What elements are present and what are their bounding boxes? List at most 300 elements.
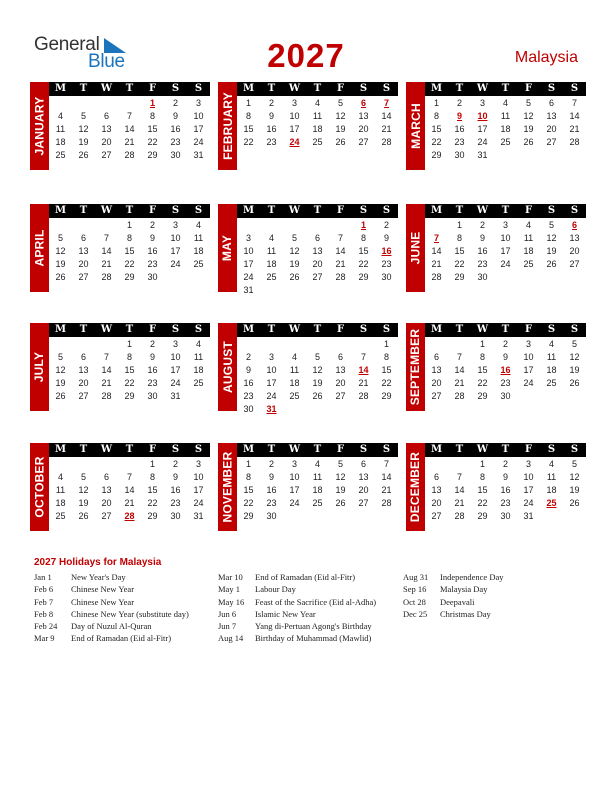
day-cell: 12 — [78, 485, 89, 495]
day-cell: 30 — [266, 511, 277, 521]
day-cell: 27 — [101, 511, 112, 521]
day-cell-empty — [260, 338, 283, 351]
day-cell: 25 — [193, 378, 204, 388]
day-cell: 20 — [335, 378, 346, 388]
day-cell: 7 — [360, 352, 366, 362]
day-cell: 25 — [523, 259, 534, 269]
day-cell-holiday: 1 — [360, 220, 366, 230]
day-cell: 14 — [454, 485, 465, 495]
day-cell: 8 — [456, 233, 462, 243]
day-cell: 5 — [80, 111, 86, 121]
holiday-date: Mar 9 — [34, 633, 55, 644]
day-cell: 9 — [268, 472, 274, 482]
weekday-label: S — [570, 324, 579, 335]
day-cell-empty — [95, 97, 118, 110]
day-cell: 16 — [266, 124, 277, 134]
day-cell: 20 — [431, 378, 442, 388]
day-cell: 19 — [55, 259, 66, 269]
day-cell: 27 — [335, 391, 346, 401]
day-cell-empty — [283, 219, 306, 232]
day-cell: 10 — [193, 472, 204, 482]
day-cell: 5 — [525, 98, 531, 108]
day-cell-empty — [49, 458, 72, 471]
day-cell: 21 — [569, 124, 580, 134]
day-cell: 15 — [454, 246, 465, 256]
day-cell: 8 — [149, 472, 155, 482]
holiday-item — [34, 608, 189, 620]
day-cell: 26 — [335, 498, 346, 508]
day-cell: 27 — [358, 137, 369, 147]
month-september — [406, 323, 586, 411]
day-cell: 16 — [170, 485, 181, 495]
day-cell: 20 — [546, 124, 557, 134]
country-name: Malaysia — [514, 49, 578, 66]
month-august — [218, 323, 398, 414]
day-cell: 26 — [78, 511, 89, 521]
day-cell: 14 — [431, 246, 442, 256]
day-cell: 31 — [170, 391, 181, 401]
day-cell: 23 — [266, 498, 277, 508]
weekday-label: M — [430, 205, 443, 216]
weekday-label: F — [524, 324, 533, 335]
day-cell: 20 — [431, 498, 442, 508]
day-cell: 24 — [289, 498, 300, 508]
day-cell: 11 — [193, 233, 204, 243]
day-cell: 25 — [500, 137, 511, 147]
weekday-label: S — [570, 205, 579, 216]
day-cell: 24 — [170, 259, 181, 269]
month-name-label: DECEMBER — [408, 451, 423, 523]
weekday-label: F — [524, 205, 533, 216]
day-cell: 20 — [358, 485, 369, 495]
weekday-label: S — [194, 205, 203, 216]
holiday-date: Mar 10 — [218, 572, 243, 582]
weekday-label: S — [547, 205, 556, 216]
weekday-label: S — [382, 83, 391, 94]
holiday-name: End of Ramadan (Eid al-Fitr) — [255, 572, 356, 582]
day-cell: 25 — [312, 137, 323, 147]
day-cell-empty — [306, 219, 329, 232]
day-cell: 20 — [312, 259, 323, 269]
day-cell: 27 — [78, 391, 89, 401]
day-cell: 7 — [337, 233, 343, 243]
month-name — [30, 204, 49, 292]
month-march — [406, 82, 586, 170]
day-cell: 4 — [314, 459, 320, 469]
day-cell: 21 — [358, 378, 369, 388]
day-cell: 20 — [101, 137, 112, 147]
day-cell: 29 — [358, 272, 369, 282]
day-cell: 27 — [546, 137, 557, 147]
day-cell: 6 — [433, 472, 439, 482]
day-cell: 12 — [312, 365, 323, 375]
day-cell: 18 — [193, 365, 204, 375]
day-cell: 28 — [569, 137, 580, 147]
day-cell: 2 — [383, 220, 389, 230]
day-cell: 28 — [381, 137, 392, 147]
day-cell: 17 — [500, 246, 511, 256]
day-cell: 5 — [337, 459, 343, 469]
day-cell: 25 — [312, 498, 323, 508]
weekday-label: W — [476, 83, 489, 94]
day-cell: 13 — [358, 111, 369, 121]
day-cell: 7 — [103, 233, 109, 243]
day-cell-empty — [72, 219, 95, 232]
day-cell: 14 — [101, 246, 112, 256]
day-cell: 26 — [78, 150, 89, 160]
weekday-label: W — [288, 444, 301, 455]
day-cell: 3 — [502, 220, 508, 230]
weekday-label: T — [501, 444, 510, 455]
weekday-label: S — [359, 205, 368, 216]
day-cell: 17 — [266, 378, 277, 388]
day-cell: 19 — [312, 378, 323, 388]
day-cell: 29 — [243, 511, 254, 521]
holiday-item — [34, 596, 189, 608]
day-cell: 16 — [243, 378, 254, 388]
month-april — [30, 204, 210, 292]
weekday-label: W — [100, 444, 113, 455]
day-cell: 28 — [358, 391, 369, 401]
day-cell: 11 — [500, 111, 511, 121]
day-cell: 15 — [243, 124, 254, 134]
month-name — [30, 323, 49, 411]
day-cell: 6 — [433, 352, 439, 362]
day-cell: 12 — [78, 124, 89, 134]
day-cell: 14 — [101, 365, 112, 375]
day-cell: 30 — [500, 391, 511, 401]
day-cell: 20 — [78, 259, 89, 269]
day-cell: 16 — [477, 246, 488, 256]
day-cell: 4 — [291, 352, 297, 362]
day-cell-empty — [329, 219, 352, 232]
day-cell: 15 — [124, 246, 135, 256]
day-cell: 15 — [147, 485, 158, 495]
weekday-label: T — [267, 324, 276, 335]
day-cell-empty — [425, 219, 448, 232]
weekday-header — [425, 82, 586, 96]
day-cell: 26 — [55, 391, 66, 401]
holiday-item — [218, 620, 376, 632]
day-cell: 24 — [266, 391, 277, 401]
weekday-label: T — [125, 83, 134, 94]
day-cell-empty — [448, 338, 471, 351]
day-cell: 14 — [381, 472, 392, 482]
day-cell: 27 — [431, 511, 442, 521]
day-cell-holiday: 1 — [149, 98, 155, 108]
weekday-label: T — [455, 205, 464, 216]
weekday-label: F — [148, 324, 157, 335]
day-cell: 7 — [571, 98, 577, 108]
holiday-date: Jan 1 — [34, 572, 52, 582]
day-cell: 16 — [147, 246, 158, 256]
day-cell-empty — [352, 338, 375, 351]
day-cell: 3 — [291, 459, 297, 469]
day-cell: 29 — [477, 391, 488, 401]
day-cell: 2 — [502, 459, 508, 469]
holiday-date: Dec 25 — [403, 608, 428, 619]
day-cell: 8 — [126, 233, 132, 243]
day-cell-empty — [283, 338, 306, 351]
day-cell: 19 — [569, 485, 580, 495]
day-cell: 22 — [124, 259, 135, 269]
day-cell-empty — [72, 458, 95, 471]
weekday-label: M — [242, 205, 255, 216]
day-cell: 2 — [502, 339, 508, 349]
day-cell: 22 — [381, 378, 392, 388]
day-cell: 27 — [569, 259, 580, 269]
day-cell: 2 — [245, 352, 251, 362]
day-grid — [49, 219, 210, 284]
day-cell: 17 — [193, 485, 204, 495]
day-cell: 19 — [335, 485, 346, 495]
day-cell: 3 — [479, 98, 485, 108]
day-cell: 2 — [149, 339, 155, 349]
day-cell: 14 — [454, 365, 465, 375]
holiday-item — [218, 571, 376, 583]
day-grid — [237, 458, 398, 523]
day-cell: 21 — [454, 378, 465, 388]
day-cell: 5 — [57, 233, 63, 243]
day-cell: 4 — [195, 339, 201, 349]
weekday-label: W — [288, 324, 301, 335]
day-cell: 9 — [502, 472, 508, 482]
day-cell: 2 — [268, 459, 274, 469]
day-cell: 8 — [149, 111, 155, 121]
day-cell: 30 — [170, 150, 181, 160]
day-cell: 11 — [523, 233, 534, 243]
day-cell: 30 — [243, 404, 254, 414]
day-cell: 6 — [103, 111, 109, 121]
weekday-label: T — [501, 205, 510, 216]
day-cell: 10 — [289, 472, 300, 482]
weekday-label: S — [547, 83, 556, 94]
month-name-label: FEBRUARY — [220, 92, 235, 160]
weekday-label: T — [79, 83, 88, 94]
day-cell: 3 — [172, 220, 178, 230]
day-cell: 23 — [454, 137, 465, 147]
holiday-date: Feb 7 — [34, 596, 54, 607]
day-cell: 25 — [289, 391, 300, 401]
day-cell: 18 — [312, 485, 323, 495]
day-cell: 9 — [149, 233, 155, 243]
day-cell: 28 — [101, 391, 112, 401]
day-cell: 15 — [477, 365, 488, 375]
day-cell: 5 — [571, 459, 577, 469]
month-january — [30, 82, 210, 170]
holiday-name: End of Ramadan (Eid al-Fitr) — [71, 633, 172, 644]
day-cell: 8 — [245, 472, 251, 482]
day-cell: 6 — [80, 352, 86, 362]
day-cell-empty — [118, 97, 141, 110]
holiday-item — [403, 596, 503, 608]
holiday-name: Yang di-Pertuan Agong's Birthday — [255, 621, 372, 632]
day-cell: 31 — [193, 511, 204, 521]
month-name-label: JANUARY — [32, 96, 47, 156]
weekday-label: M — [430, 83, 443, 94]
day-cell: 10 — [523, 352, 534, 362]
day-cell: 25 — [193, 259, 204, 269]
holidays-title: 2027 Holidays for Malaysia — [34, 557, 162, 568]
weekday-header — [49, 82, 210, 96]
day-cell: 15 — [243, 485, 254, 495]
weekday-label: M — [54, 83, 67, 94]
day-cell: 16 — [454, 124, 465, 134]
day-cell: 18 — [546, 365, 557, 375]
day-cell: 4 — [548, 339, 554, 349]
day-cell: 8 — [126, 352, 132, 362]
day-cell: 23 — [170, 137, 181, 147]
holiday-item — [403, 608, 503, 620]
weekday-label: T — [313, 205, 322, 216]
day-cell: 9 — [383, 233, 389, 243]
day-cell: 30 — [170, 511, 181, 521]
day-cell: 16 — [266, 485, 277, 495]
weekday-header — [425, 204, 586, 218]
day-cell: 23 — [500, 378, 511, 388]
holiday-name: Labour Day — [255, 584, 296, 595]
day-cell: 4 — [268, 233, 274, 243]
day-cell: 13 — [569, 233, 580, 243]
month-december — [406, 443, 586, 531]
weekday-label: M — [54, 444, 67, 455]
day-cell: 22 — [124, 378, 135, 388]
day-cell: 21 — [101, 259, 112, 269]
weekday-label: T — [501, 83, 510, 94]
day-cell: 22 — [147, 137, 158, 147]
day-cell-holiday: 9 — [456, 111, 462, 121]
day-cell: 16 — [147, 365, 158, 375]
day-cell: 6 — [548, 98, 554, 108]
month-february — [218, 82, 398, 170]
weekday-header — [425, 443, 586, 457]
holidays-column — [403, 571, 503, 620]
day-cell-empty — [72, 97, 95, 110]
day-cell: 11 — [546, 472, 557, 482]
day-cell-empty — [95, 219, 118, 232]
day-cell: 20 — [358, 124, 369, 134]
day-cell: 12 — [546, 233, 557, 243]
weekday-label: S — [382, 444, 391, 455]
day-cell: 9 — [479, 233, 485, 243]
month-name — [406, 443, 425, 531]
day-cell: 15 — [147, 124, 158, 134]
day-cell: 17 — [477, 124, 488, 134]
weekday-label: F — [148, 205, 157, 216]
day-cell: 3 — [291, 98, 297, 108]
day-cell: 2 — [172, 98, 178, 108]
weekday-label: S — [547, 324, 556, 335]
holiday-name: Deepavali — [440, 596, 475, 607]
day-cell: 8 — [479, 472, 485, 482]
holiday-name: Christmas Day — [440, 608, 491, 619]
holiday-name: Independence Day — [440, 572, 504, 582]
weekday-header — [237, 323, 398, 337]
weekday-label: T — [125, 444, 134, 455]
day-cell: 2 — [268, 98, 274, 108]
weekday-label: S — [171, 205, 180, 216]
day-cell: 15 — [431, 124, 442, 134]
day-cell: 12 — [55, 365, 66, 375]
day-cell: 6 — [103, 472, 109, 482]
day-cell: 12 — [569, 352, 580, 362]
day-cell-holiday: 24 — [289, 137, 300, 147]
holidays-column — [34, 571, 189, 645]
month-name-label: JUNE — [408, 231, 423, 265]
day-cell: 22 — [243, 498, 254, 508]
weekday-label: T — [79, 444, 88, 455]
day-cell-holiday: 31 — [266, 404, 277, 414]
day-cell: 22 — [477, 498, 488, 508]
day-cell: 23 — [266, 137, 277, 147]
day-cell: 11 — [312, 472, 323, 482]
day-cell: 10 — [170, 233, 181, 243]
month-name-label: AUGUST — [220, 341, 235, 393]
logo-text-blue: Blue — [88, 51, 125, 72]
day-cell: 11 — [312, 111, 323, 121]
day-cell-empty — [237, 219, 260, 232]
day-cell: 21 — [101, 378, 112, 388]
holiday-date: Feb 6 — [34, 584, 54, 595]
holiday-name: Islamic New Year — [255, 608, 316, 619]
weekday-label: W — [100, 205, 113, 216]
weekday-label: T — [313, 324, 322, 335]
holidays-column — [218, 571, 376, 645]
holiday-date: Feb 8 — [34, 608, 54, 619]
weekday-label: T — [267, 83, 276, 94]
day-cell: 23 — [147, 378, 158, 388]
weekday-label: S — [171, 444, 180, 455]
day-cell: 17 — [243, 259, 254, 269]
day-cell-holiday: 6 — [571, 220, 577, 230]
day-cell: 7 — [456, 352, 462, 362]
day-cell-holiday: 6 — [360, 98, 366, 108]
day-cell: 15 — [358, 246, 369, 256]
day-cell: 5 — [337, 98, 343, 108]
day-cell-empty — [72, 338, 95, 351]
day-cell: 18 — [55, 498, 66, 508]
day-cell: 2 — [456, 98, 462, 108]
day-cell: 10 — [289, 111, 300, 121]
day-cell: 20 — [569, 246, 580, 256]
day-cell: 8 — [479, 352, 485, 362]
day-cell: 9 — [245, 365, 251, 375]
day-cell: 19 — [78, 137, 89, 147]
day-cell: 20 — [78, 378, 89, 388]
day-cell: 7 — [126, 472, 132, 482]
weekday-label: T — [455, 324, 464, 335]
day-cell: 30 — [147, 391, 158, 401]
day-grid — [425, 97, 586, 162]
day-cell: 6 — [360, 459, 366, 469]
day-cell: 4 — [548, 459, 554, 469]
month-june — [406, 204, 586, 292]
weekday-label: W — [100, 83, 113, 94]
day-cell: 5 — [548, 220, 554, 230]
day-cell-empty — [118, 458, 141, 471]
holiday-item — [218, 596, 376, 608]
weekday-label: T — [455, 83, 464, 94]
holiday-item — [34, 620, 189, 632]
day-cell: 29 — [431, 150, 442, 160]
day-cell: 14 — [124, 485, 135, 495]
holiday-name: Malaysia Day — [440, 584, 488, 595]
day-cell: 13 — [78, 365, 89, 375]
day-cell: 10 — [523, 472, 534, 482]
day-cell: 14 — [124, 124, 135, 134]
weekday-label: T — [267, 444, 276, 455]
day-cell: 27 — [78, 272, 89, 282]
